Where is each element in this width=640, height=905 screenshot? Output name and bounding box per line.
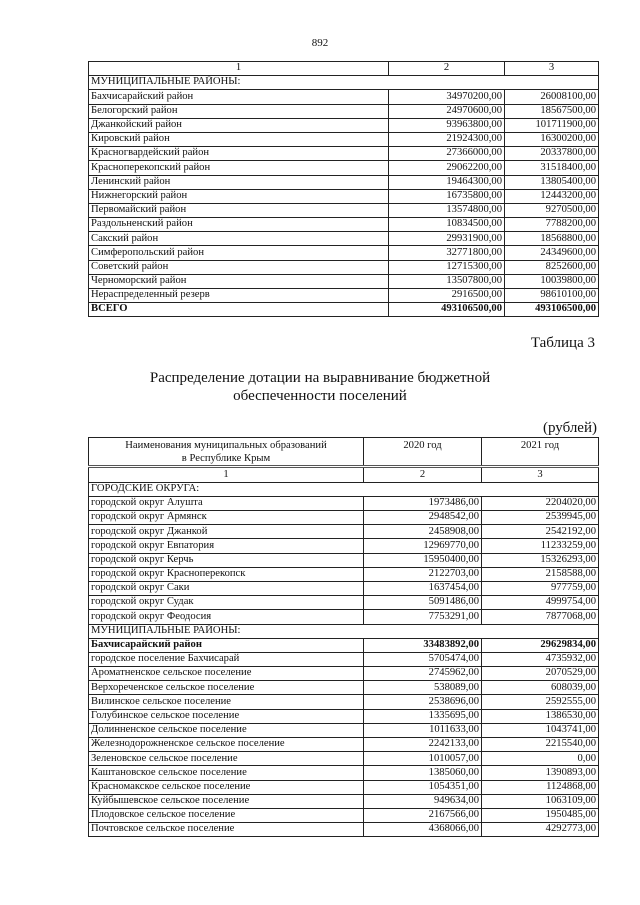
settlement-row <box>89 695 599 709</box>
section-header-row <box>89 76 599 90</box>
value-2020: 1054351,00 <box>364 780 482 794</box>
table-title-line: Распределение дотации на выравнивание бюджетной <box>149 370 491 386</box>
value-2021: 977759,00 <box>482 581 599 595</box>
value-2020: 538089,00 <box>364 681 482 695</box>
value-2020: 33483892,00 <box>364 638 482 652</box>
header-year-2020: 2020 год <box>364 438 482 467</box>
value-2021: 2542192,00 <box>482 525 599 539</box>
district-row <box>89 118 599 132</box>
value-2021: 1043741,00 <box>482 723 599 737</box>
row-name: Раздольненский район <box>89 218 389 232</box>
value-2020: 493106500,00 <box>389 303 505 317</box>
districts-allocation-table <box>88 61 599 317</box>
row-name: Вилинское сельское поселение <box>89 695 364 709</box>
value-2021: 1063109,00 <box>482 794 599 808</box>
table-header-row <box>89 438 599 467</box>
value-2021: 26008100,00 <box>505 90 599 104</box>
value-2021: 20337800,00 <box>505 147 599 161</box>
value-2021: 2539945,00 <box>482 511 599 525</box>
row-name: городское поселение Бахчисарай <box>89 652 364 666</box>
district-row <box>89 289 599 303</box>
value-2021: 8252600,00 <box>505 260 599 274</box>
settlement-row <box>89 780 599 794</box>
value-2020: 2538696,00 <box>364 695 482 709</box>
value-2020: 2745962,00 <box>364 667 482 681</box>
row-name: Верхореченское сельское поселение <box>89 681 364 695</box>
settlement-row <box>89 652 599 666</box>
value-2021: 16300200,00 <box>505 132 599 146</box>
value-2020: 27366000,00 <box>389 147 505 161</box>
header-name-line: Наименования муниципальных образований <box>125 440 327 451</box>
city-district-row <box>89 567 599 581</box>
value-2020: 13574800,00 <box>389 203 505 217</box>
district-row <box>89 175 599 189</box>
value-2021: 98610100,00 <box>505 289 599 303</box>
column-number: 3 <box>505 62 599 76</box>
value-2021: 31518400,00 <box>505 161 599 175</box>
row-name: городской округ Алушта <box>89 496 364 510</box>
column-number: 2 <box>389 62 505 76</box>
value-2021: 608039,00 <box>482 681 599 695</box>
row-name: Ароматненское сельское поселение <box>89 667 364 681</box>
value-2021: 2070529,00 <box>482 667 599 681</box>
value-2020: 5091486,00 <box>364 596 482 610</box>
value-2020: 29931900,00 <box>389 232 505 246</box>
section-header-row <box>89 482 599 496</box>
column-number: 3 <box>482 467 599 482</box>
value-2020: 24970600,00 <box>389 104 505 118</box>
settlement-row <box>89 738 599 752</box>
row-name: Железнодорожненское сельское поселение <box>89 738 364 752</box>
header-name-line: в Республике Крым <box>181 453 271 465</box>
value-2020: 19464300,00 <box>389 175 505 189</box>
row-name: ВСЕГО <box>89 303 389 317</box>
city-district-row <box>89 553 599 567</box>
column-number: 1 <box>89 467 364 482</box>
value-2021: 12443200,00 <box>505 189 599 203</box>
value-2021: 4999754,00 <box>482 596 599 610</box>
value-2020: 93963800,00 <box>389 118 505 132</box>
units-label: (рублей) <box>542 420 597 436</box>
section-header-row <box>89 624 599 638</box>
value-2021: 15326293,00 <box>482 553 599 567</box>
value-2020: 1385060,00 <box>364 766 482 780</box>
row-name: Белогорский район <box>89 104 389 118</box>
row-name: Советский район <box>89 260 389 274</box>
value-2020: 2167566,00 <box>364 808 482 822</box>
value-2020: 1637454,00 <box>364 581 482 595</box>
row-name: Джанкойский район <box>89 118 389 132</box>
value-2021: 24349600,00 <box>505 246 599 260</box>
row-name: городской округ Саки <box>89 581 364 595</box>
table-title-line: обеспеченности поселений <box>233 388 407 404</box>
value-2021: 11233259,00 <box>482 539 599 553</box>
row-name: Каштановское сельское поселение <box>89 766 364 780</box>
value-2020: 12969770,00 <box>364 539 482 553</box>
settlement-row <box>89 723 599 737</box>
column-number: 1 <box>89 62 389 76</box>
row-name: Куйбышевское сельское поселение <box>89 794 364 808</box>
value-2021: 4292773,00 <box>482 823 599 837</box>
row-name: Красномакское сельское поселение <box>89 780 364 794</box>
column-number-row <box>89 467 599 482</box>
district-row <box>89 189 599 203</box>
city-district-row <box>89 525 599 539</box>
value-2021: 2204020,00 <box>482 496 599 510</box>
row-name: Первомайский район <box>89 203 389 217</box>
value-2020: 7753291,00 <box>364 610 482 624</box>
value-2021: 1386530,00 <box>482 709 599 723</box>
equalization-subsidy-table <box>88 437 599 837</box>
table-label: Таблица 3 <box>530 335 595 351</box>
district-subtotal-row <box>89 638 599 652</box>
section-title: ГОРОДСКИЕ ОКРУГА: <box>89 482 599 496</box>
value-2020: 15950400,00 <box>364 553 482 567</box>
settlement-row <box>89 681 599 695</box>
value-2021: 4735932,00 <box>482 652 599 666</box>
value-2020: 12715300,00 <box>389 260 505 274</box>
settlement-row <box>89 794 599 808</box>
value-2021: 29629834,00 <box>482 638 599 652</box>
total-row <box>89 303 599 317</box>
city-district-row <box>89 581 599 595</box>
settlement-row <box>89 808 599 822</box>
district-row <box>89 274 599 288</box>
settlement-row <box>89 752 599 766</box>
row-name: городской округ Армянск <box>89 511 364 525</box>
value-2020: 949634,00 <box>364 794 482 808</box>
value-2021: 2592555,00 <box>482 695 599 709</box>
value-2021: 493106500,00 <box>505 303 599 317</box>
value-2020: 29062200,00 <box>389 161 505 175</box>
value-2020: 2916500,00 <box>389 289 505 303</box>
row-name: Бахчисарайский район <box>89 90 389 104</box>
value-2020: 16735800,00 <box>389 189 505 203</box>
value-2020: 1973486,00 <box>364 496 482 510</box>
district-row <box>89 203 599 217</box>
district-row <box>89 232 599 246</box>
city-district-row <box>89 496 599 510</box>
column-number-row <box>89 62 599 76</box>
settlement-row <box>89 823 599 837</box>
city-district-row <box>89 610 599 624</box>
value-2020: 1010057,00 <box>364 752 482 766</box>
value-2020: 2242133,00 <box>364 738 482 752</box>
row-name: Нераспределенный резерв <box>89 289 389 303</box>
section-title: МУНИЦИПАЛЬНЫЕ РАЙОНЫ: <box>89 76 599 90</box>
header-name-column <box>89 438 364 467</box>
value-2020: 2122703,00 <box>364 567 482 581</box>
row-name: городской округ Красноперекопск <box>89 567 364 581</box>
column-number: 2 <box>364 467 482 482</box>
district-row <box>89 246 599 260</box>
row-name: Почтовское сельское поселение <box>89 823 364 837</box>
value-2020: 1011633,00 <box>364 723 482 737</box>
value-2020: 4368066,00 <box>364 823 482 837</box>
value-2021: 2215540,00 <box>482 738 599 752</box>
district-row <box>89 218 599 232</box>
value-2020: 1335695,00 <box>364 709 482 723</box>
value-2021: 13805400,00 <box>505 175 599 189</box>
row-name: городской округ Евпатория <box>89 539 364 553</box>
value-2021: 1390893,00 <box>482 766 599 780</box>
row-name: Плодовское сельское поселение <box>89 808 364 822</box>
settlement-row <box>89 766 599 780</box>
city-district-row <box>89 511 599 525</box>
row-name: Нижнегорский район <box>89 189 389 203</box>
value-2020: 32771800,00 <box>389 246 505 260</box>
settlement-row <box>89 667 599 681</box>
value-2020: 34970200,00 <box>389 90 505 104</box>
row-name: городской округ Судак <box>89 596 364 610</box>
value-2021: 101711900,00 <box>505 118 599 132</box>
row-name: Бахчисарайский район <box>89 638 364 652</box>
row-name: городской округ Керчь <box>89 553 364 567</box>
value-2021: 18567500,00 <box>505 104 599 118</box>
row-name: Черноморский район <box>89 274 389 288</box>
value-2021: 0,00 <box>482 752 599 766</box>
value-2020: 2458908,00 <box>364 525 482 539</box>
value-2020: 10834500,00 <box>389 218 505 232</box>
value-2021: 10039800,00 <box>505 274 599 288</box>
page-number: 892 <box>311 37 329 49</box>
district-row <box>89 147 599 161</box>
district-row <box>89 104 599 118</box>
table-title <box>0 369 640 405</box>
row-name: Ленинский район <box>89 175 389 189</box>
row-name: городской округ Джанкой <box>89 525 364 539</box>
value-2021: 7877068,00 <box>482 610 599 624</box>
value-2021: 9270500,00 <box>505 203 599 217</box>
row-name: Красногвардейский район <box>89 147 389 161</box>
value-2020: 2948542,00 <box>364 511 482 525</box>
row-name: Сакский район <box>89 232 389 246</box>
row-name: городской округ Феодосия <box>89 610 364 624</box>
value-2021: 1124868,00 <box>482 780 599 794</box>
value-2021: 18568800,00 <box>505 232 599 246</box>
city-district-row <box>89 539 599 553</box>
value-2021: 1950485,00 <box>482 808 599 822</box>
value-2020: 21924300,00 <box>389 132 505 146</box>
district-row <box>89 132 599 146</box>
row-name: Красноперекопский район <box>89 161 389 175</box>
value-2021: 7788200,00 <box>505 218 599 232</box>
row-name: Симферопольский район <box>89 246 389 260</box>
city-district-row <box>89 596 599 610</box>
section-title: МУНИЦИПАЛЬНЫЕ РАЙОНЫ: <box>89 624 599 638</box>
settlement-row <box>89 709 599 723</box>
row-name: Голубинское сельское поселение <box>89 709 364 723</box>
row-name: Зеленовское сельское поселение <box>89 752 364 766</box>
row-name: Долинненское сельское поселение <box>89 723 364 737</box>
value-2020: 13507800,00 <box>389 274 505 288</box>
district-row <box>89 161 599 175</box>
header-year-2021: 2021 год <box>482 438 599 467</box>
row-name: Кировский район <box>89 132 389 146</box>
district-row <box>89 90 599 104</box>
district-row <box>89 260 599 274</box>
value-2021: 2158588,00 <box>482 567 599 581</box>
value-2020: 5705474,00 <box>364 652 482 666</box>
